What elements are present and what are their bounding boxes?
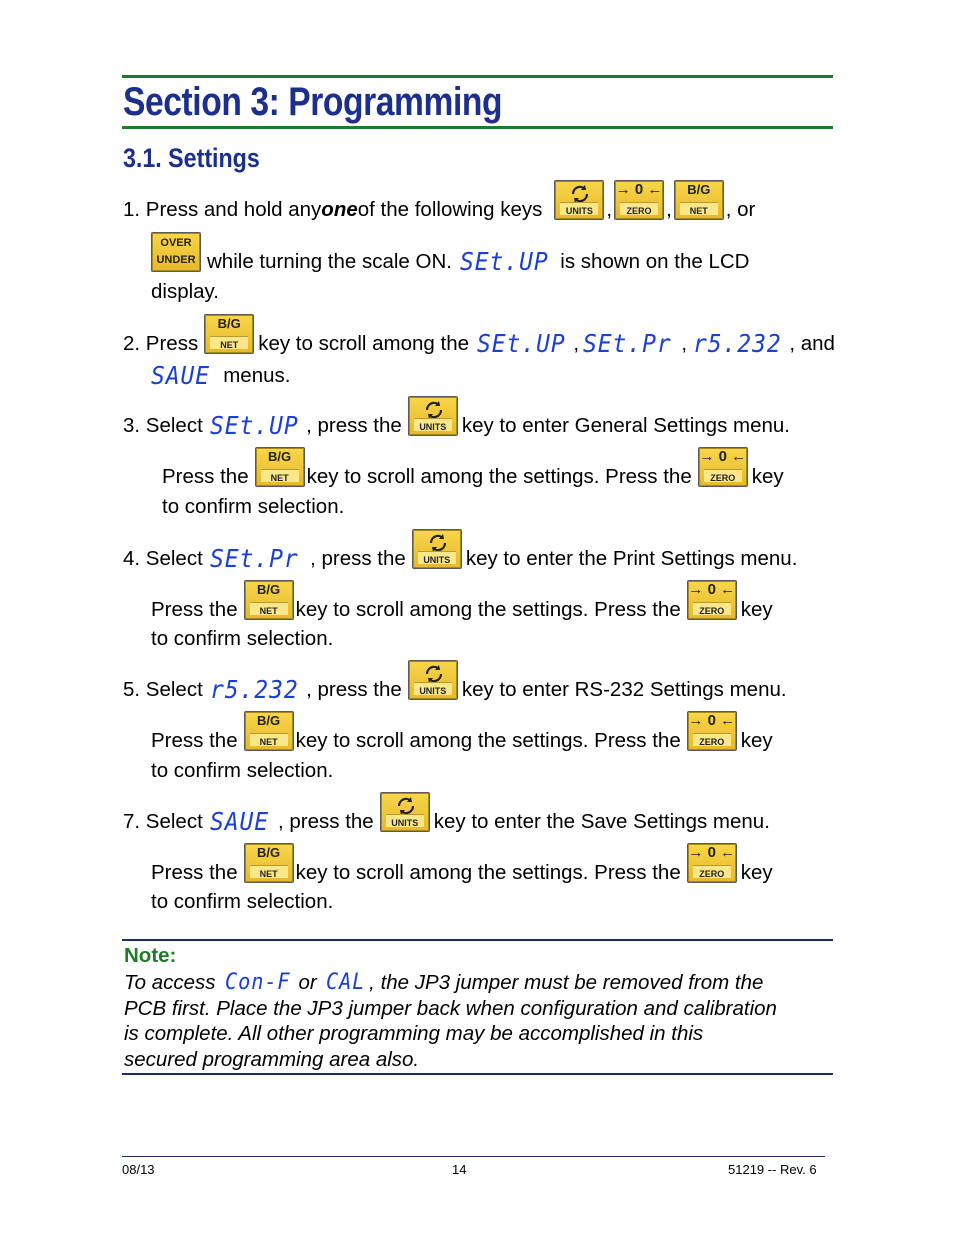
step-3-line-2: Press the B/G NET key to scroll among the settings. Press the → 0 ← ZERO key — [162, 448, 784, 488]
section-title: Section 3: Programming — [123, 80, 503, 124]
cycle-arrows-icon — [569, 184, 591, 204]
bgnet-key: B/G NET — [674, 180, 724, 220]
bgnet-key: B/G NET — [244, 711, 294, 751]
lcd-setup: SEt.UP — [209, 411, 299, 440]
note-bottom-rule — [122, 1073, 833, 1075]
lcd-save: SAUE — [151, 361, 211, 390]
bgnet-key: B/G NET — [244, 843, 294, 883]
units-key: UNITS — [412, 529, 462, 569]
zero-key: → 0 ← ZERO — [687, 711, 737, 751]
lcd-setpr: SEt.Pr — [583, 329, 672, 358]
bgnet-key: B/G NET — [204, 314, 254, 354]
lcd-rs232: r5.232 — [693, 329, 782, 358]
footer-date: 08/13 — [122, 1162, 155, 1177]
step-7-line-1: 7. Select SAUE , press the UNITS key to enter the Save Settings menu. — [123, 786, 770, 834]
step-1-line-2: OVER UNDER while turning the scale ON. SEt.UP is shown on the LCD — [151, 226, 749, 274]
step-7-line-3: to confirm selection. — [151, 890, 334, 913]
step-3-line-1: 3. Select SEt.UP , press the UNITS key to enter General Settings menu. — [123, 390, 790, 438]
footer-page-number: 14 — [452, 1162, 467, 1177]
zero-key: → 0 ← ZERO — [687, 580, 737, 620]
subsection-title: 3.1. Settings — [123, 143, 260, 173]
lcd-config: Con-F — [225, 970, 291, 995]
lcd-cal: CAL — [326, 970, 366, 995]
step-3-line-3: to confirm selection. — [162, 495, 345, 518]
bgnet-key: B/G NET — [255, 447, 305, 487]
lcd-rs232: r5.232 — [209, 675, 299, 704]
lcd-setup: SEt.UP — [459, 247, 549, 276]
footer-rule — [122, 1156, 825, 1157]
units-key: UNITS — [408, 396, 458, 436]
footer-doc-number: 51219 -- Rev. 6 — [728, 1162, 817, 1177]
lcd-setup: SEt.UP — [477, 329, 566, 358]
note-body: To access Con-F or CAL , the JP3 jumper must be removed from the PCB first. Place the JP3 jumper back when configuration and calibration is complete. All other programming may be accomplished in this secured programming area also. — [124, 970, 777, 1071]
cycle-arrows-icon — [427, 533, 449, 553]
zero-key: → 0 ← ZERO — [614, 180, 664, 220]
cycle-arrows-icon — [395, 796, 417, 816]
step-5-line-1: 5. Select r5.232 , press the UNITS key to enter RS-232 Settings menu. — [123, 654, 787, 702]
step-2-line-1: 2. Press B/G NET key to scroll among the SEt.UP , SEt.Pr , r5.232 , and — [123, 316, 835, 358]
cycle-arrows-icon — [423, 664, 445, 684]
note-top-rule — [122, 939, 833, 941]
emphasis-one: one — [321, 198, 358, 221]
step-2-line-2: SAUE menus. — [151, 361, 291, 390]
zero-key: → 0 ← ZERO — [687, 843, 737, 883]
step-4-line-2: Press the B/G NET key to scroll among the settings. Press the → 0 ← ZERO key — [151, 581, 773, 621]
step-1-line-3: display. — [151, 280, 219, 303]
note-heading: Note: — [124, 944, 177, 967]
step-1-line-1: 1. Press and hold any one of the following keys UNITS , → 0 ← ZERO , B/G NET , or — [123, 181, 756, 221]
bgnet-key: B/G NET — [244, 580, 294, 620]
step-5-line-2: Press the B/G NET key to scroll among the settings. Press the → 0 ← ZERO key — [151, 712, 773, 752]
lcd-save: SAUE — [209, 807, 269, 836]
units-key: UNITS — [554, 180, 604, 220]
units-key: UNITS — [408, 660, 458, 700]
step-7-line-2: Press the B/G NET key to scroll among the settings. Press the → 0 ← ZERO key — [151, 844, 773, 884]
zero-key: → 0 ← ZERO — [698, 447, 748, 487]
cycle-arrows-icon — [423, 400, 445, 420]
units-key: UNITS — [380, 792, 430, 832]
top-rule — [122, 75, 833, 78]
lcd-setpr: SEt.Pr — [209, 544, 299, 573]
step-4-line-3: to confirm selection. — [151, 627, 334, 650]
step-5-line-3: to confirm selection. — [151, 759, 334, 782]
title-rule — [122, 126, 833, 129]
over-under-key: OVER UNDER — [151, 232, 201, 272]
step-4-line-1: 4. Select SEt.Pr , press the UNITS key to enter the Print Settings menu. — [123, 523, 797, 571]
